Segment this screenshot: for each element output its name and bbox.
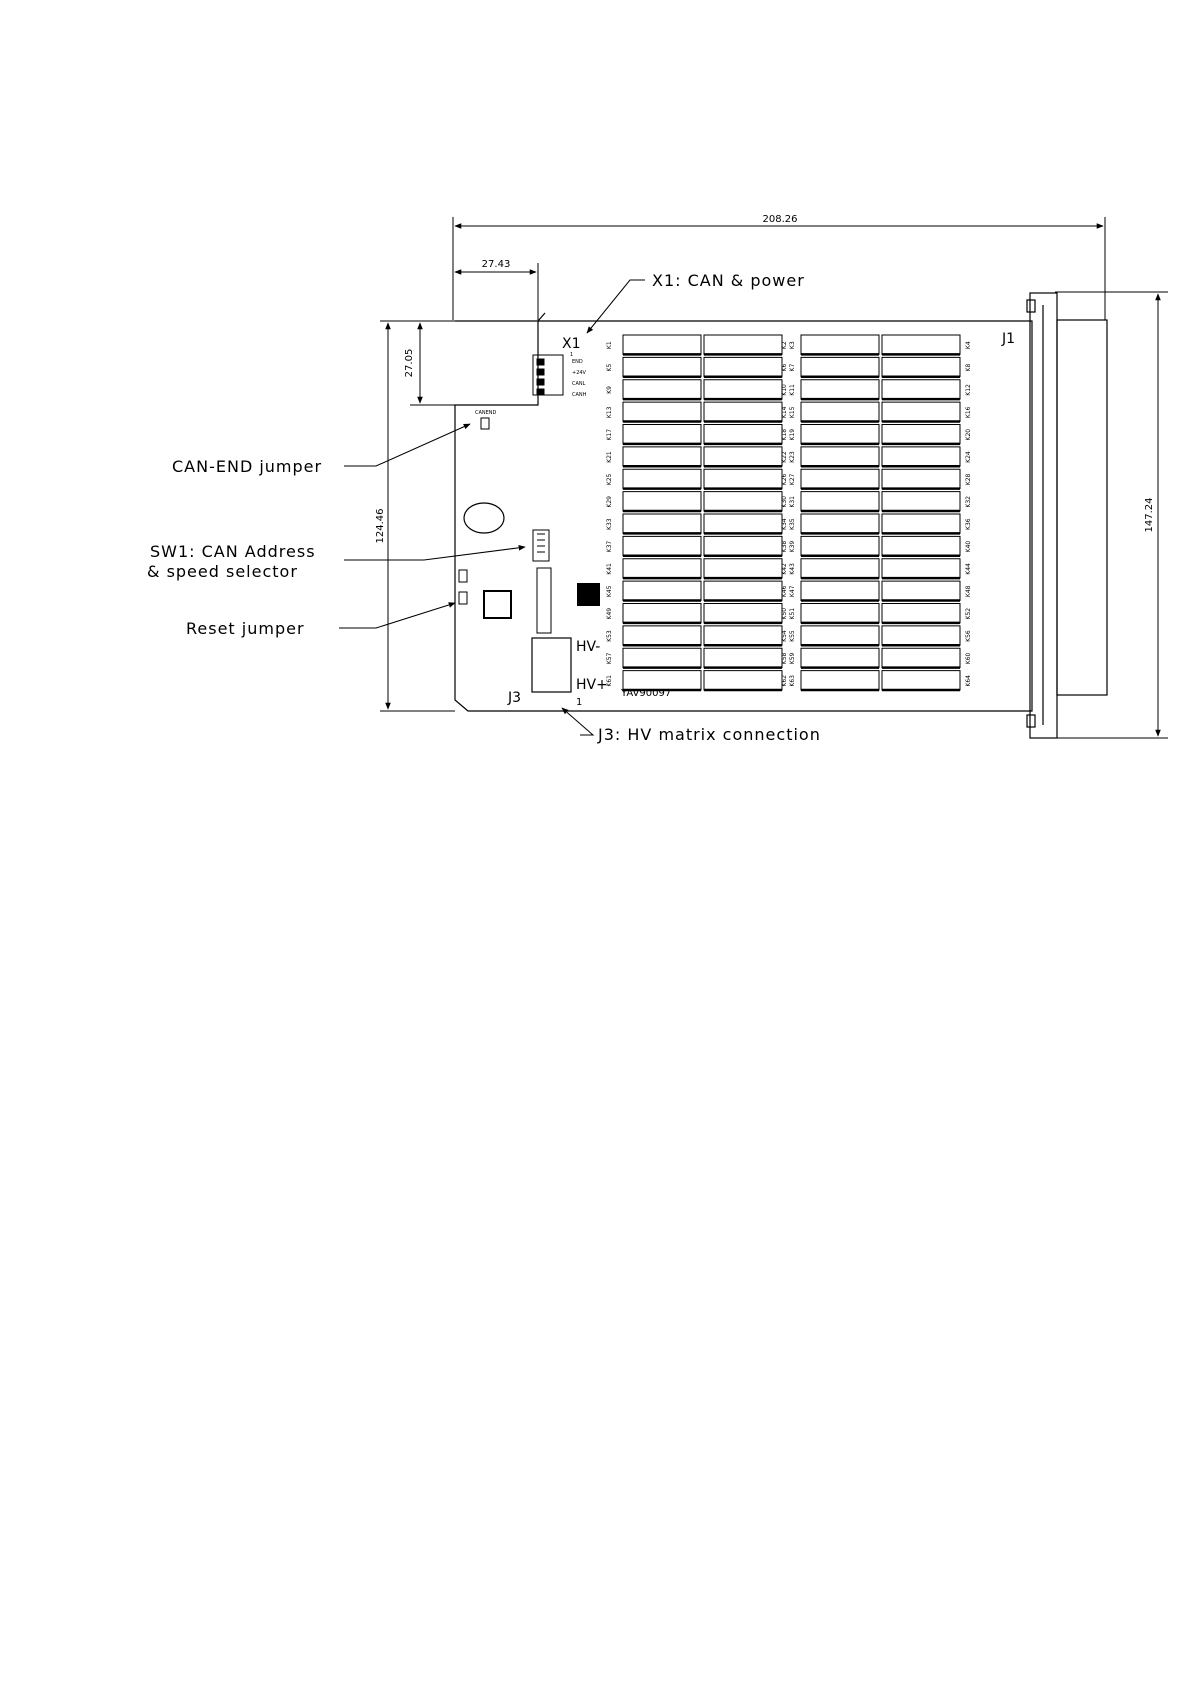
relay-label: K31: [789, 496, 796, 508]
relay-label: K29: [606, 496, 613, 508]
dimension-board-height-label: 124.46: [375, 508, 386, 544]
relay-label: K17: [606, 428, 613, 441]
relay: [801, 536, 879, 555]
relay-label: K35: [789, 518, 796, 530]
relay: [623, 402, 701, 421]
relay: [882, 581, 960, 600]
relay: [623, 469, 701, 488]
front-panel-j1: [1027, 293, 1107, 738]
relay-label: K20: [965, 428, 972, 441]
relay: [801, 402, 879, 421]
relay: [704, 380, 782, 399]
relay-label: K63: [789, 675, 796, 687]
relay: [801, 447, 879, 466]
relay: [623, 335, 701, 354]
relay: [623, 581, 701, 600]
hv-plus-label: HV+: [576, 677, 608, 693]
can-end-jumper: [481, 418, 489, 429]
dimension-front-panel-height-label: 147.24: [1144, 497, 1155, 533]
relay: [623, 492, 701, 511]
relay: [882, 648, 960, 667]
dimension-connector-width: [453, 263, 538, 320]
x1-pin1-marker: 1: [570, 352, 574, 358]
relay: [882, 514, 960, 533]
relay-label: K25: [606, 473, 613, 486]
relay-label: K34: [781, 518, 788, 530]
relay-label: K15: [789, 406, 796, 419]
relay-label: K24: [965, 451, 972, 463]
callout-can-end-jumper: CAN-END jumper: [172, 457, 323, 476]
relay-label: K13: [606, 406, 613, 419]
relay-label: K2: [781, 341, 788, 350]
hv-minus-label: HV-: [576, 639, 601, 655]
relay-label: K52: [965, 607, 972, 620]
relay: [623, 604, 701, 623]
relay: [882, 335, 960, 354]
relay: [882, 559, 960, 578]
relay-label: K30: [781, 496, 788, 508]
callout-sw1-line2: & speed selector: [147, 562, 298, 581]
relay: [704, 357, 782, 376]
part-number: YAV90097: [621, 688, 672, 699]
x1-pin-canl: CANL: [572, 381, 586, 387]
relay-label: K6: [781, 363, 788, 372]
relay: [801, 469, 879, 488]
relay: [704, 559, 782, 578]
relay: [623, 626, 701, 645]
relay: [801, 357, 879, 376]
relay-label: K43: [789, 563, 796, 575]
relay: [623, 380, 701, 399]
battery: [464, 503, 504, 533]
dimension-connector-height-label: 27.05: [404, 348, 415, 378]
relay: [882, 447, 960, 466]
dimension-overall-length-label: 208.26: [762, 214, 798, 225]
relay-label: K46: [781, 585, 788, 598]
relay-label: K3: [789, 341, 796, 350]
relay: [704, 604, 782, 623]
relay: [704, 671, 782, 690]
relay-label: K9: [606, 386, 613, 394]
relay: [623, 559, 701, 578]
relay-label: K40: [965, 540, 972, 553]
x1-connector: [533, 355, 563, 395]
relay: [882, 380, 960, 399]
relay: [704, 626, 782, 645]
relay: [704, 447, 782, 466]
relay-label: K57: [606, 652, 613, 665]
relay: [623, 648, 701, 667]
relay: [801, 626, 879, 645]
relay: [882, 492, 960, 511]
relay-label: K16: [965, 406, 972, 419]
x1-pin-canh: CANH: [572, 392, 587, 398]
relay: [801, 648, 879, 667]
relay-label: K1: [606, 341, 613, 350]
relay-label: K37: [606, 540, 613, 553]
relay: [801, 514, 879, 533]
relay: [623, 536, 701, 555]
relay-label: K55: [789, 630, 796, 642]
dimension-connector-height: [410, 321, 455, 405]
relay: [801, 335, 879, 354]
relay-label: K14: [781, 406, 788, 419]
relay: [704, 514, 782, 533]
relay-label: K51: [789, 607, 796, 620]
relay: [704, 425, 782, 444]
relay-label: K7: [789, 363, 796, 372]
relay-label: K61: [606, 675, 613, 687]
relay-label: K49: [606, 607, 613, 620]
relay-label: K33: [606, 518, 613, 530]
relay-label: K26: [781, 473, 788, 486]
relay-label: K56: [965, 630, 972, 642]
reset-jumper: [459, 570, 467, 604]
callout-leaders: [339, 280, 645, 735]
relay: [801, 559, 879, 578]
relay-label: K10: [781, 384, 788, 396]
relay: [882, 402, 960, 421]
x1-pin-24v: +24V: [572, 370, 586, 376]
relay-label: K11: [789, 384, 796, 396]
microcontroller: [577, 583, 600, 606]
relay-label: K18: [781, 428, 788, 441]
dimension-overall-length: [453, 217, 1105, 320]
relay: [801, 425, 879, 444]
relay: [882, 604, 960, 623]
relay: [623, 357, 701, 376]
relay: [801, 380, 879, 399]
relay-label: K32: [965, 496, 972, 508]
relay-label: K36: [965, 518, 972, 530]
x1-pin-labels: [572, 359, 587, 398]
relay: [704, 648, 782, 667]
relay: [704, 581, 782, 600]
relay-label: K59: [789, 652, 796, 665]
can-end-jumper-label: CANEND: [475, 410, 497, 416]
relay: [623, 425, 701, 444]
relay: [623, 514, 701, 533]
relay: [704, 492, 782, 511]
relay: [704, 402, 782, 421]
relay: [801, 604, 879, 623]
j3-connector: [532, 638, 571, 692]
relay: [801, 492, 879, 511]
relay-label: K38: [781, 540, 788, 553]
relay-label: K64: [965, 675, 972, 687]
ic-chip: [537, 568, 551, 633]
relay-label: K8: [965, 363, 972, 372]
relay: [882, 671, 960, 690]
relay-label: K45: [606, 585, 613, 598]
relay: [882, 626, 960, 645]
x1-pin-end: END: [572, 359, 583, 365]
relay-label: K28: [965, 473, 972, 486]
relay: [882, 536, 960, 555]
relay: [704, 335, 782, 354]
relay-label: K42: [781, 563, 788, 575]
relay-label: K58: [781, 652, 788, 665]
j1-reference: J1: [1002, 331, 1016, 347]
relay-label: K41: [606, 563, 613, 575]
dimension-connector-width-label: 27.43: [481, 259, 511, 270]
relay-label: K62: [781, 675, 788, 687]
relay-label: K48: [965, 585, 972, 598]
relay-label: K47: [789, 585, 796, 598]
relay-label: K12: [965, 384, 972, 396]
callout-reset-jumper: Reset jumper: [186, 619, 305, 638]
crystal-oscillator: [484, 591, 511, 618]
relay-label: K19: [789, 428, 796, 441]
callout-sw1-line1: SW1: CAN Address: [150, 542, 316, 561]
relay-grid: [606, 335, 972, 690]
relay: [882, 425, 960, 444]
relay: [801, 581, 879, 600]
x1-reference: X1: [562, 336, 581, 352]
relay: [882, 469, 960, 488]
callout-x1: X1: CAN & power: [652, 271, 805, 290]
relay: [623, 447, 701, 466]
sw1-dip-switch: [533, 530, 549, 561]
relay-label: K44: [965, 563, 972, 575]
relay: [704, 469, 782, 488]
relay-label: K4: [965, 341, 972, 350]
relay-label: K53: [606, 630, 613, 642]
j3-pin1-marker: 1: [576, 697, 583, 708]
relay-label: K54: [781, 630, 788, 642]
relay: [801, 671, 879, 690]
relay-label: K50: [781, 607, 788, 620]
relay-label: K27: [789, 473, 796, 486]
dimension-board-height: [380, 321, 455, 711]
callout-j3: J3: HV matrix connection: [598, 725, 821, 744]
relay: [882, 357, 960, 376]
j3-reference: J3: [508, 690, 522, 706]
relay-label: K23: [789, 451, 796, 463]
relay-label: K5: [606, 363, 613, 372]
relay-label: K22: [781, 451, 788, 463]
relay-label: K21: [606, 451, 613, 463]
relay-label: K60: [965, 652, 972, 665]
relay-label: K39: [789, 540, 796, 553]
relay: [704, 536, 782, 555]
